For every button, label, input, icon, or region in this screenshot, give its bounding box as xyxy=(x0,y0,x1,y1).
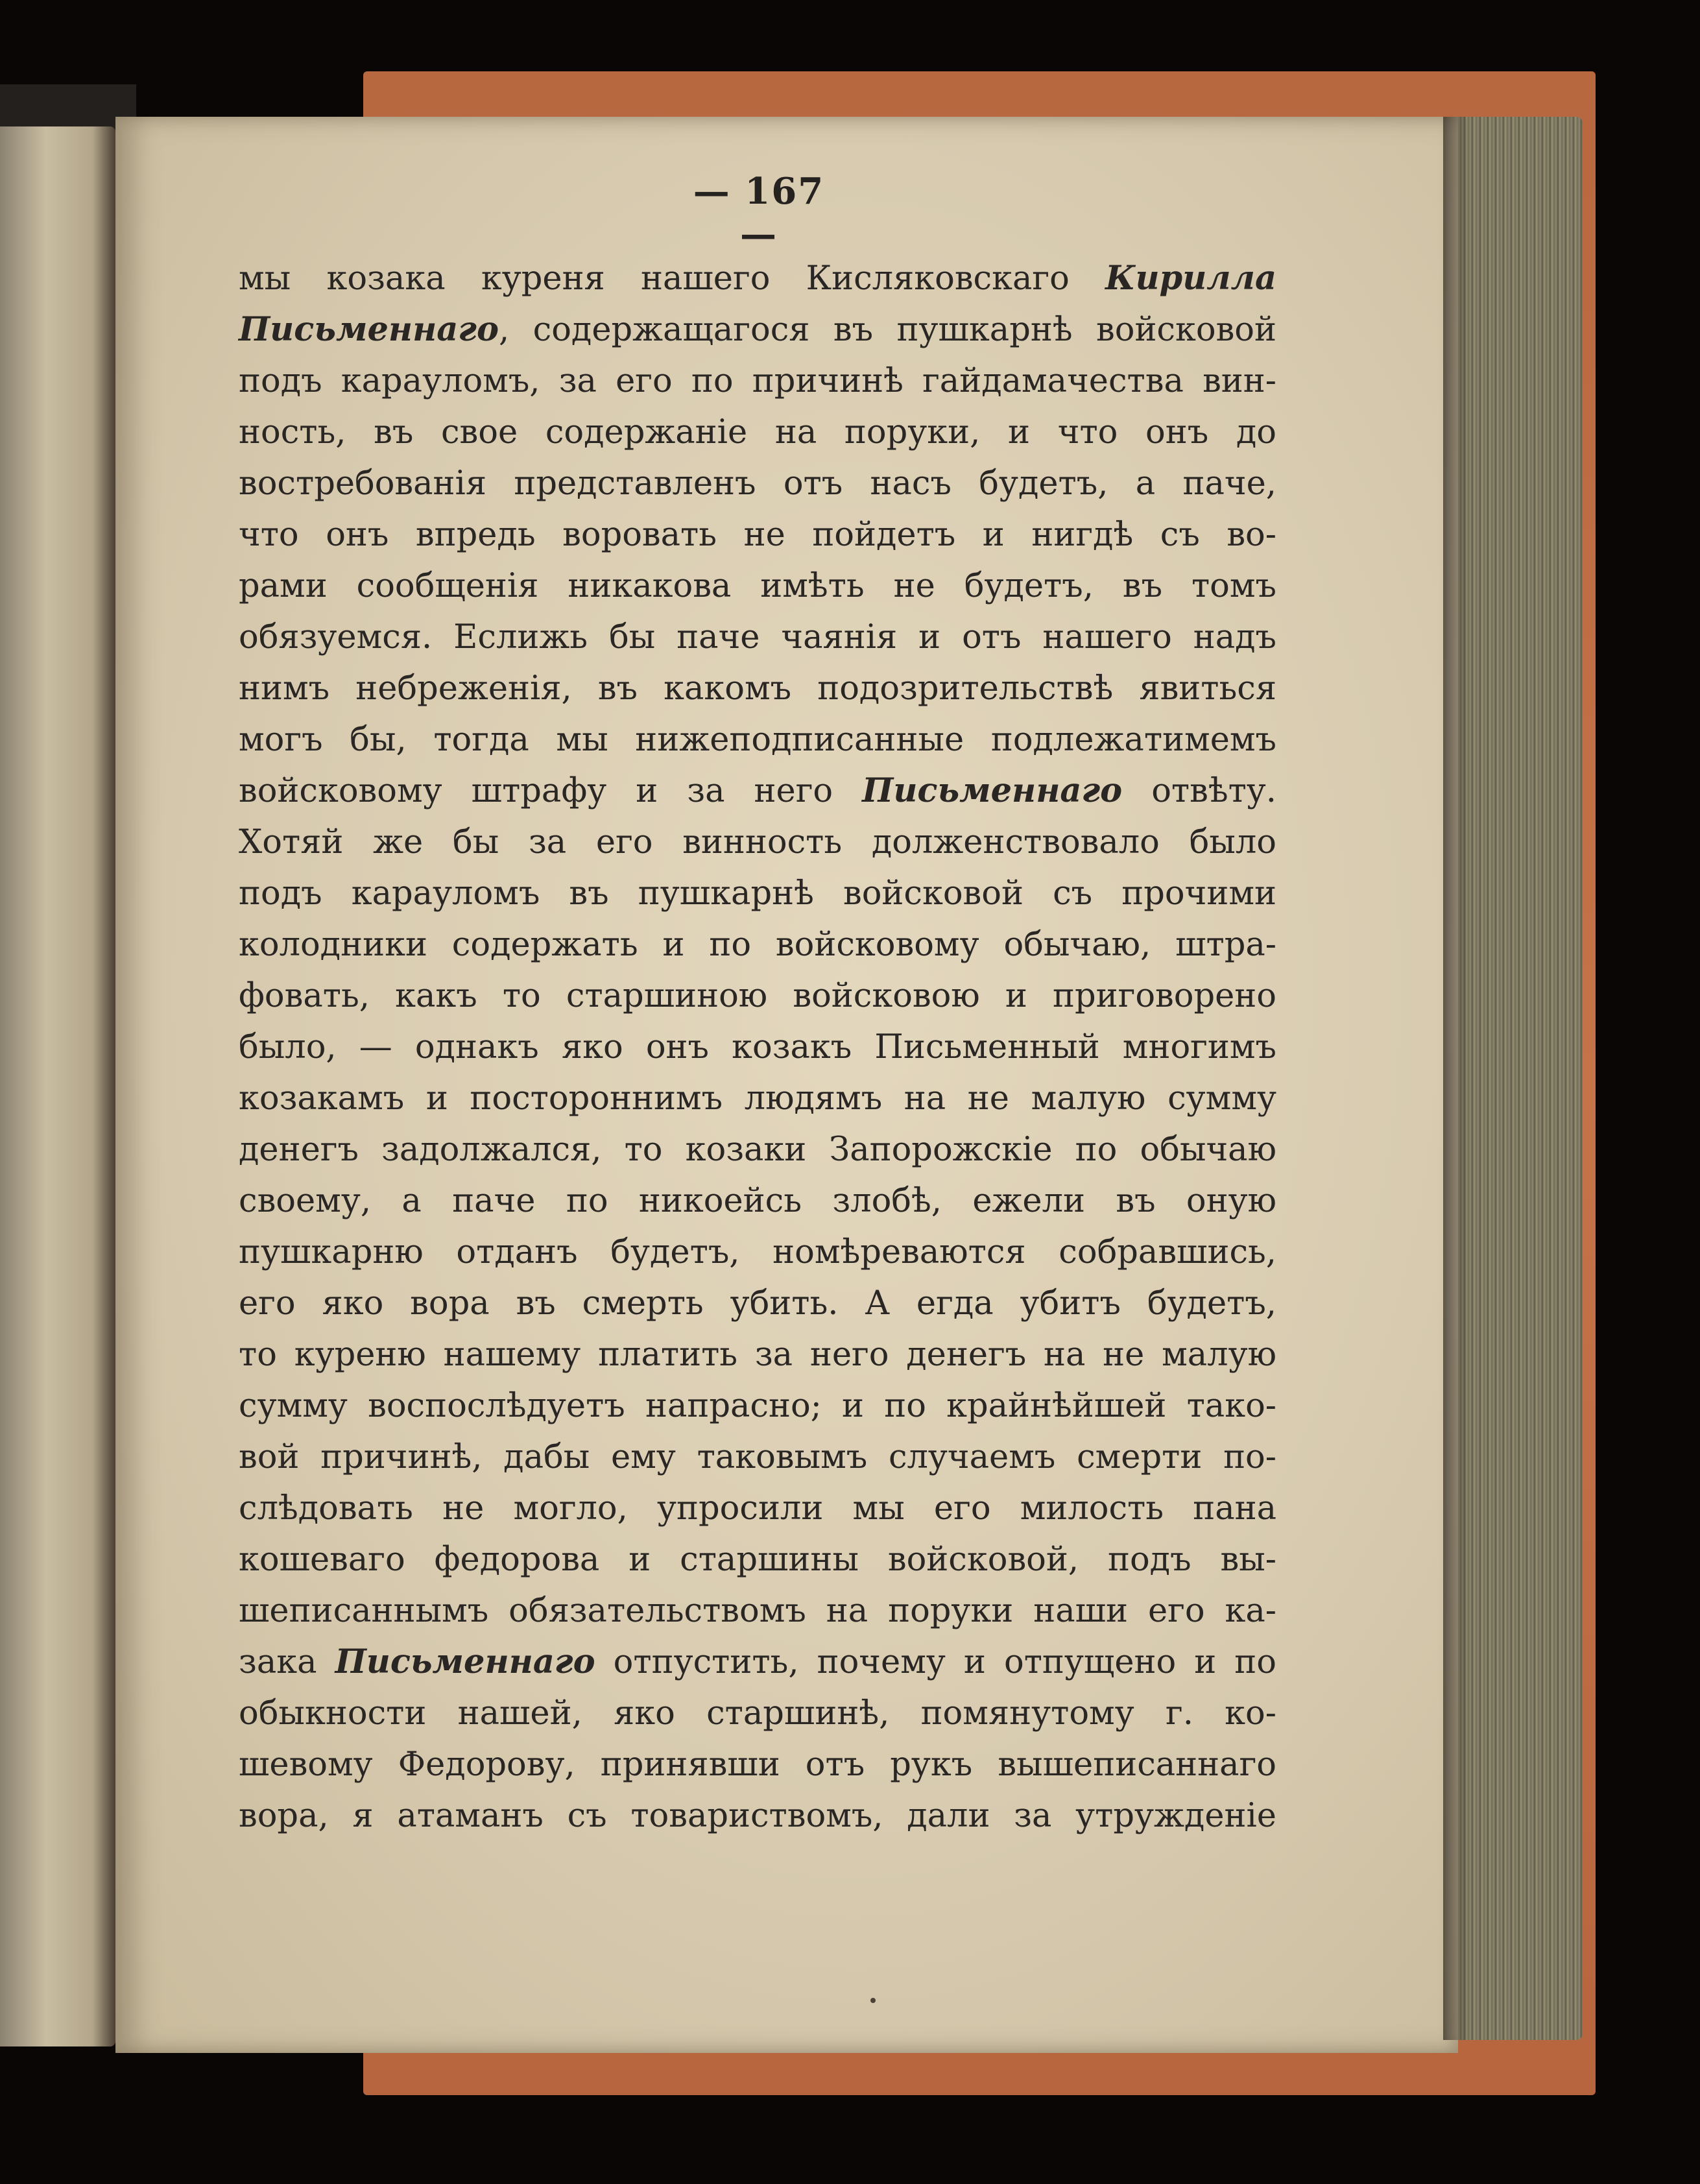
text-run: сумму воспослѣдуетъ напрасно; и по крайнѣйшей тако- xyxy=(239,1387,1276,1425)
text-line xyxy=(239,970,1276,1022)
text-line xyxy=(239,1432,1276,1483)
text-line-content xyxy=(239,1746,1276,1784)
text-run: пушкарню отданъ будетъ, номѣреваются собравшись, xyxy=(239,1233,1276,1271)
text-line xyxy=(239,1534,1276,1585)
text-line xyxy=(239,612,1276,663)
text-line xyxy=(239,765,1276,817)
text-line-content xyxy=(239,977,1276,1015)
text-line xyxy=(239,407,1276,458)
text-run: вора, я атаманъ съ товариствомъ, дали за утружденіе xyxy=(239,1797,1276,1835)
text-line-content xyxy=(239,618,1276,656)
previous-page-edge xyxy=(0,126,115,2046)
text-run: денегъ задолжался, то козаки Запорожскіе по обычаю xyxy=(239,1131,1276,1169)
text-line xyxy=(239,817,1276,868)
text-line xyxy=(239,1124,1276,1175)
text-run: подъ карауломъ, за его по причинѣ гайдамачества вин- xyxy=(239,362,1276,400)
text-run: нимъ небреженія, въ какомъ подозрительствѣ явиться xyxy=(239,669,1276,708)
text-run: слѣдовать не могло, упросили мы его милость пана xyxy=(239,1489,1276,1528)
text-line-content xyxy=(239,1643,1276,1681)
italic-name: Письменнаго xyxy=(239,310,499,349)
text-line-content xyxy=(239,1387,1276,1425)
text-line xyxy=(239,1688,1276,1739)
text-run: могъ бы, тогда мы нижеподписанные подлежатимемъ xyxy=(239,721,1276,759)
text-line-content xyxy=(239,311,1276,349)
text-run: своему, а паче по никоейсь злобѣ, ежели въ оную xyxy=(239,1182,1276,1220)
text-line-content xyxy=(239,669,1276,708)
text-run: ность, въ свое содержаніе на поруки, и что онъ до xyxy=(239,413,1276,451)
text-line-content xyxy=(239,926,1276,964)
text-line xyxy=(239,1175,1276,1227)
text-run: подъ карауломъ въ пушкарнѣ войсковой съ прочими xyxy=(239,874,1276,913)
text-line xyxy=(239,663,1276,714)
text-run: отвѣту. xyxy=(1122,772,1277,810)
text-line-content xyxy=(239,516,1276,554)
text-line-content xyxy=(239,1336,1276,1374)
text-run: мы козака куреня нашего Кисляковскаго xyxy=(239,259,1106,298)
text-line-content xyxy=(239,1541,1276,1579)
text-line xyxy=(239,253,1276,304)
text-run: кошеваго федорова и старшины войсковой, подъ вы- xyxy=(239,1541,1276,1579)
text-line xyxy=(239,1739,1276,1790)
text-line-content xyxy=(239,1489,1276,1528)
text-line xyxy=(239,1022,1276,1073)
text-line xyxy=(239,714,1276,765)
text-line xyxy=(239,1585,1276,1637)
text-line xyxy=(239,1483,1276,1534)
text-run: козакамъ и постороннимъ людямъ на не малую сумму xyxy=(239,1079,1276,1118)
text-line-content xyxy=(239,1131,1276,1169)
text-run: шеписаннымъ обязательствомъ на поруки наши его ка- xyxy=(239,1592,1276,1630)
text-run: шевому Федорову, принявши отъ рукъ вышеписаннаго xyxy=(239,1746,1276,1784)
text-run: что онъ впредь воровать не пойдетъ и нигдѣ съ во- xyxy=(239,516,1276,554)
text-line-content xyxy=(239,1438,1276,1476)
text-line-content xyxy=(239,362,1276,400)
text-line-content xyxy=(239,1079,1276,1118)
text-run: зака xyxy=(239,1643,335,1681)
text-line-content xyxy=(239,464,1276,503)
text-run: Хотяй же бы за его винность долженствовало было xyxy=(239,823,1276,861)
text-line-content xyxy=(239,1233,1276,1271)
text-line-content xyxy=(239,259,1276,298)
text-run: фовать, какъ то старшиною войсковою и приговорено xyxy=(239,977,1276,1015)
text-line xyxy=(239,1278,1276,1329)
text-run: вой причинѣ, дабы ему таковымъ случаемъ смерти по- xyxy=(239,1438,1276,1476)
page-fore-edge xyxy=(1453,117,1583,2040)
text-run: войсковому штрафу и за него xyxy=(239,772,863,810)
text-run: , содержащагося въ пушкарнѣ войсковой xyxy=(499,311,1276,349)
text-line xyxy=(239,1790,1276,1842)
text-line-content xyxy=(239,721,1276,759)
text-run: колодники содержать и по войсковому обычаю, штра- xyxy=(239,926,1276,964)
text-line xyxy=(239,868,1276,919)
text-line-content xyxy=(239,1592,1276,1630)
text-line-content xyxy=(239,1028,1276,1066)
text-line xyxy=(239,1227,1276,1278)
italic-name: Кирилла xyxy=(1105,259,1276,298)
italic-name: Письменнаго xyxy=(862,771,1123,810)
text-run: рами сообщенія никакова имѣть не будетъ, въ томъ xyxy=(239,567,1276,605)
text-run: отпустить, почему и отпущено и по xyxy=(595,1643,1277,1681)
page-speck xyxy=(870,1998,876,2003)
text-line-content xyxy=(239,1694,1276,1733)
italic-name: Письменнаго xyxy=(335,1642,595,1681)
text-line-content xyxy=(239,567,1276,605)
text-line-content xyxy=(239,772,1276,810)
text-line xyxy=(239,919,1276,970)
page-text xyxy=(239,253,1276,1842)
text-line xyxy=(239,355,1276,407)
text-line xyxy=(239,1637,1276,1688)
text-line-content xyxy=(239,413,1276,451)
text-line xyxy=(239,1073,1276,1124)
page-gutter-shadow xyxy=(1443,117,1469,2040)
page-number: — 167 — xyxy=(693,170,825,256)
text-run: обязуемся. Еслижь бы паче чаянія и отъ нашего надъ xyxy=(239,618,1276,656)
text-run: было, — однакъ яко онъ козакъ Письменный многимъ xyxy=(239,1028,1276,1066)
text-line xyxy=(239,560,1276,612)
text-line xyxy=(239,304,1276,355)
text-run: его яко вора въ смерть убить. А егда убитъ будетъ, xyxy=(239,1284,1276,1323)
text-line-content xyxy=(239,874,1276,913)
text-line xyxy=(239,509,1276,560)
text-line-content xyxy=(239,1182,1276,1220)
text-line-content xyxy=(239,1797,1276,1835)
text-line-content xyxy=(239,1284,1276,1323)
text-line xyxy=(239,458,1276,509)
text-run: востребованія представленъ отъ насъ будетъ, а паче, xyxy=(239,464,1276,503)
text-line-content xyxy=(239,823,1276,861)
text-line xyxy=(239,1380,1276,1432)
text-line xyxy=(239,1329,1276,1380)
text-run: то куреню нашему платить за него денегъ на не малую xyxy=(239,1336,1276,1374)
text-run: обыкности нашей, яко старшинѣ, помянутому г. ко- xyxy=(239,1694,1276,1733)
